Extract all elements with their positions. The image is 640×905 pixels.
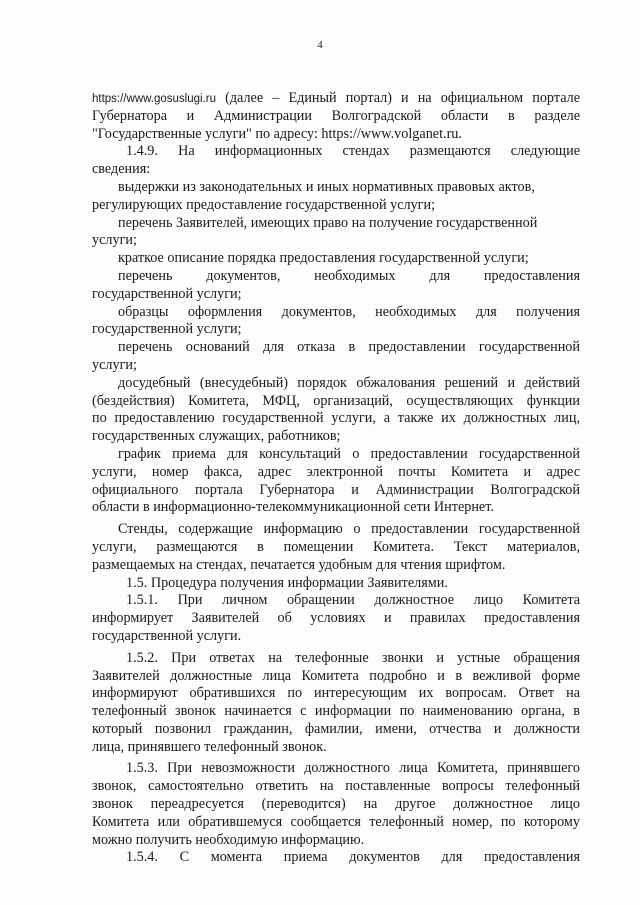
text-line: области в информационно-телекоммуникационной сети Интернет.: [92, 499, 494, 516]
text-line: перечень документов, необходимых для предоставления: [118, 267, 580, 284]
text-line: "Государственные услуги" по адресу: https://www.volganet.ru.: [92, 125, 462, 142]
text-line: который позвонил гражданин, фамилии, имени, отчества и должности: [92, 720, 580, 737]
text-line: лица, принявшего телефонный звонок.: [92, 738, 327, 755]
text-line: досудебный (внесудебный) порядок обжалования решений и действий: [118, 374, 580, 391]
text-line: можно получить необходимую информацию.: [92, 831, 365, 848]
text-line: услуги, номер факса, адрес электронной почты Комитета и адрес: [92, 463, 580, 480]
text-line: Стенды, содержащие информацию о предоставлении государственной: [118, 521, 580, 538]
text-line: услуги, размещаются в помещении Комитета. Текст материалов,: [92, 538, 580, 555]
text-line: телефонный звонок начинается с информации по наименованию органа, в: [92, 703, 580, 720]
portal-url: https://www.gosuslugi.ru: [92, 93, 217, 105]
text-line: образцы оформления документов, необходимых для получения: [118, 303, 580, 320]
text-line: перечень оснований для отказа в предоставлении государственной: [118, 339, 580, 356]
text-line: услуги;: [92, 356, 137, 373]
text-line: выдержки из законодательных и иных нормативных правовых актов,: [118, 178, 535, 195]
text-line: государственной услуги.: [92, 627, 242, 644]
text-line: https://www.gosuslugi.ru (далее – Единый портал) и на официальном портале: [92, 90, 580, 106]
text-line: по предоставлению государственной услуги, а также их должностных лиц,: [92, 410, 580, 427]
text-line: (бездействия) Комитета, МФЦ, организаций, осуществляющих функции: [92, 392, 580, 409]
text-line: Заявителей должностные лица Комитета подробно и в вежливой форме: [92, 667, 580, 684]
document-body: [92, 90, 580, 867]
text-line: 1.5.4. С момента приема документов для предоставления: [126, 849, 580, 866]
text-line: Комитета или обратившемуся сообщается телефонный номер, по которому: [92, 813, 580, 830]
text-line: звонок переадресуется (переводится) на другое должностное лицо: [92, 796, 580, 813]
text-line: сведения:: [92, 161, 151, 178]
text-line: 1.4.9. На информационных стендах размещаются следующие: [126, 143, 580, 160]
text-line: размещаемых на стендах, печатается удобным для чтения шрифтом.: [92, 556, 506, 573]
text-line: Губернатора и Администрации Волгоградской области в разделе: [92, 107, 580, 124]
text-line: информируют обратившихся по интересующим их вопросам. Ответ на: [92, 685, 580, 702]
text-line: 1.5.2. При ответах на телефонные звонки и устные обращения: [126, 649, 580, 666]
text-line: 1.5.1. При личном обращении должностное лицо Комитета: [126, 592, 580, 609]
text-line: перечень Заявителей, имеющих право на получение государственной: [118, 214, 538, 231]
text-line: официального портала Губернатора и Администрации Волгоградской: [92, 481, 580, 498]
text-line: 1.5.3. При невозможности должностного лица Комитета, принявшего: [126, 760, 580, 777]
text-line: регулирующих предоставление государственной услуги;: [92, 196, 436, 213]
text-line: услуги;: [92, 232, 137, 249]
text-line: государственной услуги;: [92, 285, 242, 302]
text-line: краткое описание порядка предоставления государственной услуги;: [118, 250, 529, 267]
text-line: график приема для консультаций о предоставлении государственной: [118, 445, 580, 462]
text-line: 1.5. Процедура получения информации Заявителями.: [126, 574, 448, 591]
page-number: 4: [317, 39, 323, 51]
text-line: звонок, самостоятельно ответить на поставленные вопросы телефонный: [92, 778, 580, 795]
text-line: государственных служащих, работников;: [92, 428, 341, 445]
text-line: государственной услуги;: [92, 321, 242, 338]
text-line: информирует Заявителей об условиях и правилах предоставления: [92, 610, 580, 627]
